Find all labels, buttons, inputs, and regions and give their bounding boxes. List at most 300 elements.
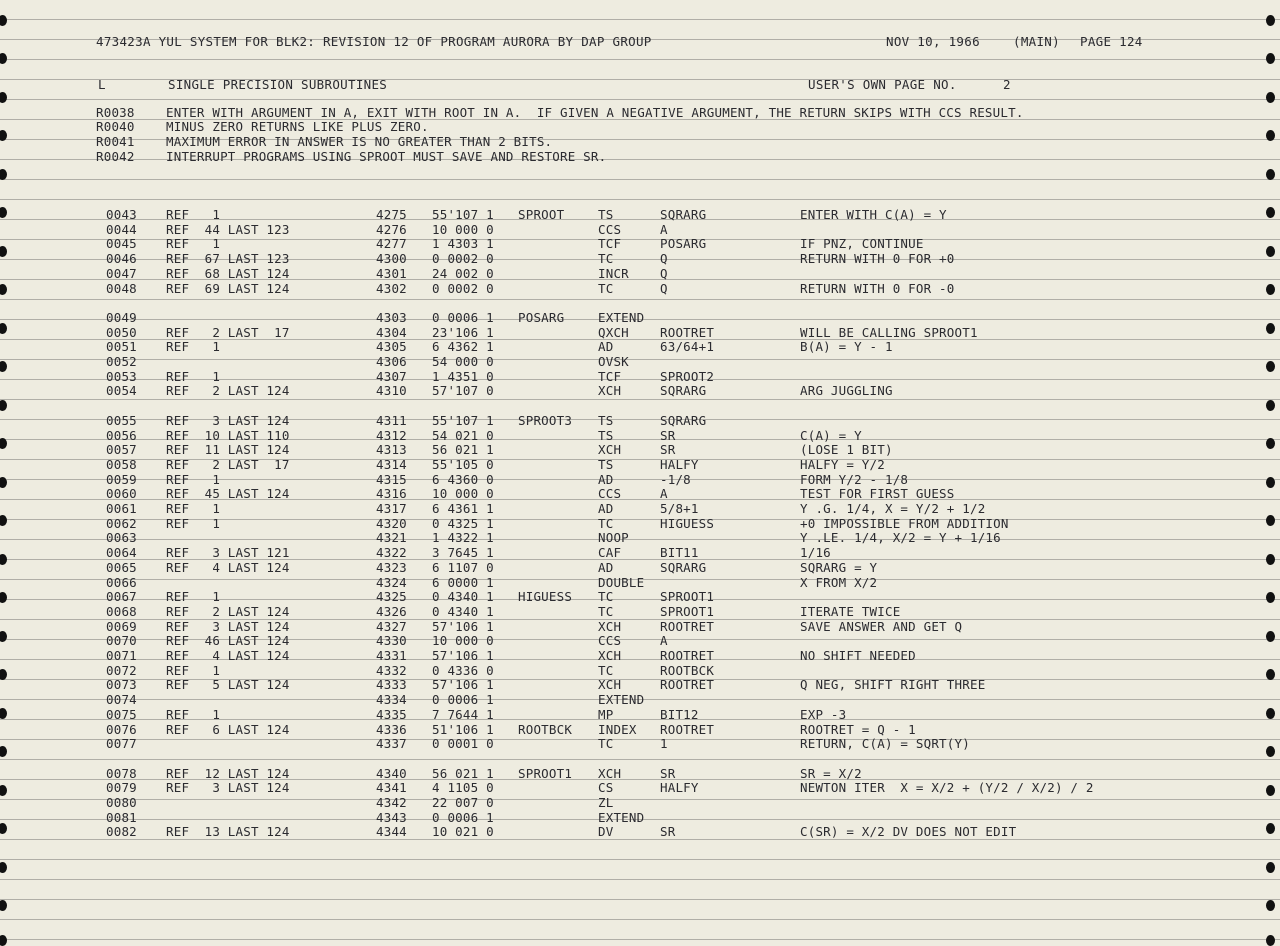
listing-op: OVSK <box>598 354 629 369</box>
listing-code: 1 4303 1 <box>432 236 494 252</box>
listing-code: 0 4340 1 <box>432 603 494 619</box>
remark-text: MAXIMUM ERROR IN ANSWER IS NO GREATER THAN 2 BITS. <box>166 134 553 149</box>
listing-op: DV <box>598 824 614 840</box>
listing-comment: ENTER WITH C(A) = Y <box>800 207 947 222</box>
listing-operand: SPROOT2 <box>660 368 715 384</box>
listing-operand: SQRARG <box>660 207 707 222</box>
listing-ref: REF 3 LAST 124 <box>166 618 290 634</box>
listing-loc: 4306 <box>376 354 407 369</box>
listing-seq: 0046 <box>106 251 137 267</box>
listing-code: 24 002 0 <box>432 265 494 281</box>
listing-seq: 0050 <box>106 324 137 340</box>
listing-ref: REF 2 LAST 124 <box>166 603 290 619</box>
listing-operand: 1 <box>660 736 668 752</box>
listing-seq: 0068 <box>106 603 137 619</box>
listing-operand: SQRARG <box>660 559 707 575</box>
listing-ref: REF 1 <box>166 589 221 605</box>
listing-seq: 0054 <box>106 383 137 399</box>
listing-row <box>0 796 1280 810</box>
listing-op: EXTEND <box>598 692 645 708</box>
listing-comment: RETURN WITH 0 FOR +0 <box>800 251 955 267</box>
listing-row <box>0 693 1280 707</box>
listing-code: 10 000 0 <box>432 633 494 649</box>
listing-op: DOUBLE <box>598 574 645 590</box>
remark-text: MINUS ZERO RETURNS LIKE PLUS ZERO. <box>166 119 429 134</box>
remark-line <box>0 150 1280 164</box>
listing-op: QXCH <box>598 324 629 340</box>
listing-code: 10 000 0 <box>432 221 494 237</box>
listing-loc: 4332 <box>376 662 407 678</box>
listing-seq: 0052 <box>106 354 137 369</box>
listing-row <box>0 311 1280 325</box>
listing-code: 0 0001 0 <box>432 736 494 752</box>
feed-hole <box>1266 862 1275 873</box>
listing-op: AD <box>598 501 614 516</box>
listing-row <box>0 811 1280 825</box>
listing-operand: A <box>660 221 668 237</box>
listing-op: CCS <box>598 221 622 237</box>
listing-code: 10 021 0 <box>432 824 494 840</box>
listing-seq: 0074 <box>106 692 137 708</box>
listing-seq: 0058 <box>106 456 137 472</box>
listing-row <box>0 384 1280 398</box>
listing-ref: REF 2 LAST 17 <box>166 324 290 340</box>
listing-code: 3 7645 1 <box>432 545 494 561</box>
listing-ref: REF 2 LAST 17 <box>166 456 290 472</box>
listing-comment: RETURN, C(A) = SQRT(Y) <box>800 736 970 752</box>
listing-row <box>0 502 1280 516</box>
listing-ref: REF 69 LAST 124 <box>166 280 290 296</box>
listing-op: TC <box>598 603 614 619</box>
listing-seq: 0071 <box>106 648 137 663</box>
listing-comment: EXP -3 <box>800 706 847 722</box>
log-mark: L <box>98 77 106 92</box>
listing-operand: BIT12 <box>660 706 699 722</box>
listing-ref: REF 3 LAST 124 <box>166 780 290 796</box>
listing-row <box>0 561 1280 575</box>
listing-op: TC <box>598 662 614 678</box>
listing-op: XCH <box>598 618 622 634</box>
listing-row <box>0 267 1280 281</box>
listing-loc: 4333 <box>376 677 407 693</box>
listing-loc: 4341 <box>376 780 407 796</box>
listing-loc: 4310 <box>376 383 407 399</box>
listing-seq: 0082 <box>106 824 137 840</box>
listing-operand: ROOTRET <box>660 618 715 634</box>
listing-op: TS <box>598 456 614 472</box>
listing-code: 57'106 1 <box>432 618 494 634</box>
listing-operand: SQRARG <box>660 383 707 399</box>
listing-comment: NEWTON ITER X = X/2 + (Y/2 / X/2) / 2 <box>800 780 1094 796</box>
listing-operand: ROOTRET <box>660 324 715 340</box>
listing-seq: 0077 <box>106 736 137 752</box>
listing-loc: 4320 <box>376 515 407 531</box>
listing-code: 0 0002 0 <box>432 251 494 267</box>
listing-row <box>0 370 1280 384</box>
listing-ref: REF 45 LAST 124 <box>166 486 290 502</box>
remark-text: INTERRUPT PROGRAMS USING SPROOT MUST SAVE AND RESTORE SR. <box>166 149 607 164</box>
listing-ref: REF 1 <box>166 471 221 487</box>
feed-hole <box>0 862 7 873</box>
listing-comment: NO SHIFT NEEDED <box>800 648 916 663</box>
listing-row <box>0 414 1280 428</box>
listing-code: 0 0006 1 <box>432 692 494 708</box>
listing-operand: SPROOT1 <box>660 589 715 605</box>
listing-op: TCF <box>598 368 622 384</box>
listing-comment: HALFY = Y/2 <box>800 456 885 472</box>
listing-row <box>0 443 1280 457</box>
listing-operand: Q <box>660 280 668 296</box>
listing-loc: 4321 <box>376 530 407 546</box>
listing-ref: REF 3 LAST 121 <box>166 545 290 561</box>
listing-comment: Q NEG, SHIFT RIGHT THREE <box>800 677 986 693</box>
listing-row <box>0 576 1280 590</box>
listing-label: HIGUESS <box>518 589 573 605</box>
remark-line <box>0 106 1280 120</box>
listing-operand: BIT11 <box>660 545 699 561</box>
listing-row <box>0 620 1280 634</box>
listing-loc: 4317 <box>376 501 407 516</box>
listing-code: 57'107 0 <box>432 383 494 399</box>
listing-loc: 4276 <box>376 221 407 237</box>
listing-row <box>0 237 1280 251</box>
listing-code: 0 4340 1 <box>432 589 494 605</box>
listing-seq: 0060 <box>106 486 137 502</box>
listing-operand: ROOTRET <box>660 677 715 693</box>
feed-hole <box>0 169 7 180</box>
listing-seq: 0072 <box>106 662 137 678</box>
listing-seq: 0044 <box>106 221 137 237</box>
listing-code: 6 0000 1 <box>432 574 494 590</box>
feed-hole <box>0 900 7 911</box>
listing-seq: 0065 <box>106 559 137 575</box>
user-page-label: USER'S OWN PAGE NO. <box>808 77 957 92</box>
listing-code: 7 7644 1 <box>432 706 494 722</box>
listing-loc: 4304 <box>376 324 407 340</box>
listing-seq: 0045 <box>106 236 137 252</box>
listing-code: 1 4322 1 <box>432 530 494 546</box>
listing-seq: 0053 <box>106 368 137 384</box>
listing-loc: 4316 <box>376 486 407 502</box>
listing-seq: 0061 <box>106 501 137 516</box>
listing-comment: RETURN WITH 0 FOR -0 <box>800 280 955 296</box>
listing-label: POSARG <box>518 309 565 325</box>
listing-ref: REF 6 LAST 124 <box>166 721 290 737</box>
listing-ref: REF 1 <box>166 706 221 722</box>
listing-section: (MAIN) <box>1013 34 1060 49</box>
listing-op: CCS <box>598 633 622 649</box>
listing-row <box>0 282 1280 296</box>
listing-row <box>0 487 1280 501</box>
listing-loc: 4315 <box>376 471 407 487</box>
listing-operand: Q <box>660 251 668 267</box>
listing-ref: REF 1 <box>166 662 221 678</box>
listing-loc: 4275 <box>376 207 407 222</box>
listing-code: 51'106 1 <box>432 721 494 737</box>
listing-loc: 4313 <box>376 442 407 458</box>
listing-row <box>0 590 1280 604</box>
remark-id: R0040 <box>96 119 135 134</box>
listing-op: INDEX <box>598 721 637 737</box>
page-number: PAGE 124 <box>1080 34 1143 49</box>
listing-operand: HALFY <box>660 456 699 472</box>
listing-seq: 0067 <box>106 589 137 605</box>
listing-operand: ROOTRET <box>660 721 715 737</box>
listing-code: 1 4351 0 <box>432 368 494 384</box>
listing-operand: SR <box>660 427 676 443</box>
listing-seq: 0049 <box>106 309 137 325</box>
feed-hole <box>1266 92 1275 103</box>
listing-op: CS <box>598 780 614 796</box>
listing-seq: 0076 <box>106 721 137 737</box>
listing-ref: REF 1 <box>166 368 221 384</box>
listing-op: INCR <box>598 265 629 281</box>
listing-label: SPROOT1 <box>518 765 573 781</box>
listing-operand: SR <box>660 442 676 458</box>
listing-operand: 63/64+1 <box>660 339 715 355</box>
listing-operand: A <box>660 486 668 502</box>
listing-loc: 4331 <box>376 648 407 663</box>
listing-row <box>0 781 1280 795</box>
listing-code: 56 021 1 <box>432 442 494 458</box>
listing-seq: 0075 <box>106 706 137 722</box>
listing-code: 0 0002 0 <box>432 280 494 296</box>
listing-operand: POSARG <box>660 236 707 252</box>
listing-seq: 0056 <box>106 427 137 443</box>
listing-ref: REF 67 LAST 123 <box>166 251 290 267</box>
listing-ref: REF 4 LAST 124 <box>166 559 290 575</box>
listing-row <box>0 429 1280 443</box>
feed-hole <box>1266 53 1275 64</box>
listing-loc: 4305 <box>376 339 407 355</box>
listing-comment: SAVE ANSWER AND GET Q <box>800 618 963 634</box>
listing-comment: 1/16 <box>800 545 831 561</box>
listing-row <box>0 723 1280 737</box>
feed-hole <box>1266 900 1275 911</box>
listing-code: 56 021 1 <box>432 765 494 781</box>
listing-operand: HALFY <box>660 780 699 796</box>
listing-seq: 0073 <box>106 677 137 693</box>
listing-code: 10 000 0 <box>432 486 494 502</box>
listing-op: TC <box>598 589 614 605</box>
listing-code: 4 1105 0 <box>432 780 494 796</box>
feed-hole <box>0 53 7 64</box>
listing-code: 0 4336 0 <box>432 662 494 678</box>
listing-code: 6 4360 0 <box>432 471 494 487</box>
feed-hole <box>0 935 7 946</box>
listing-code: 0 4325 1 <box>432 515 494 531</box>
listing-comment: ARG JUGGLING <box>800 383 893 399</box>
listing-op: XCH <box>598 383 622 399</box>
listing-comment: ROOTRET = Q - 1 <box>800 721 916 737</box>
listing-loc: 4312 <box>376 427 407 443</box>
listing-code: 55'105 0 <box>432 456 494 472</box>
listing-row <box>0 737 1280 751</box>
listing-op: TS <box>598 427 614 443</box>
listing-op: EXTEND <box>598 809 645 825</box>
listing-ref: REF 13 LAST 124 <box>166 824 290 840</box>
listing-loc: 4311 <box>376 412 407 428</box>
remark-text: ENTER WITH ARGUMENT IN A, EXIT WITH ROOT IN A. IF GIVEN A NEGATIVE ARGUMENT, THE RETURN SKIPS WITH CCS RESULT. <box>166 105 1024 120</box>
listing-code: 22 007 0 <box>432 795 494 810</box>
listing-row <box>0 767 1280 781</box>
user-page-number: 2 <box>1003 77 1011 92</box>
listing-row <box>0 634 1280 648</box>
listing-row <box>0 546 1280 560</box>
listing-comment: TEST FOR FIRST GUESS <box>800 486 955 502</box>
listing-code: 0 0006 1 <box>432 809 494 825</box>
listing-code: 0 0006 1 <box>432 309 494 325</box>
listing-comment: FORM Y/2 - 1/8 <box>800 471 909 487</box>
listing-operand: -1/8 <box>660 471 691 487</box>
listing-loc: 4314 <box>376 456 407 472</box>
listing-loc: 4335 <box>376 706 407 722</box>
listing-row <box>0 340 1280 354</box>
listing-ref: REF 2 LAST 124 <box>166 383 290 399</box>
listing-ref: REF 1 <box>166 339 221 355</box>
feed-hole <box>0 400 7 411</box>
section-heading: SINGLE PRECISION SUBROUTINES <box>168 77 388 92</box>
listing-op: AD <box>598 471 614 487</box>
listing-seq: 0078 <box>106 765 137 781</box>
listing-seq: 0063 <box>106 530 137 546</box>
listing-ref: REF 10 LAST 110 <box>166 427 290 443</box>
listing-label: SPROOT <box>518 207 565 222</box>
listing-operand: 5/8+1 <box>660 501 699 516</box>
listing-op: XCH <box>598 648 622 663</box>
listing-ref: REF 1 <box>166 236 221 252</box>
listing-row <box>0 252 1280 266</box>
listing-seq: 0047 <box>106 265 137 281</box>
listing-loc: 4337 <box>376 736 407 752</box>
listing-code: 54 000 0 <box>432 354 494 369</box>
listing-seq: 0043 <box>106 207 137 222</box>
listing-operand: SR <box>660 824 676 840</box>
listing-op: CAF <box>598 545 622 561</box>
listing-loc: 4336 <box>376 721 407 737</box>
listing-row <box>0 531 1280 545</box>
listing-date: NOV 10, 1966 <box>886 34 980 49</box>
listing-code: 6 4361 1 <box>432 501 494 516</box>
listing-comment: +0 IMPOSSIBLE FROM ADDITION <box>800 515 1009 531</box>
remark-id: R0041 <box>96 134 135 149</box>
listing-loc: 4301 <box>376 265 407 281</box>
listing-operand: SPROOT1 <box>660 603 715 619</box>
remark-line <box>0 135 1280 149</box>
listing-op: XCH <box>598 765 622 781</box>
listing-ref: REF 44 LAST 123 <box>166 221 290 237</box>
listing-seq: 0055 <box>106 412 137 428</box>
listing-loc: 4277 <box>376 236 407 252</box>
listing-ref: REF 4 LAST 124 <box>166 648 290 663</box>
listing-comment: C(A) = Y <box>800 427 862 443</box>
listing-op: TC <box>598 280 614 296</box>
listing-comment: SQRARG = Y <box>800 559 878 575</box>
listing-loc: 4342 <box>376 795 407 810</box>
listing-loc: 4343 <box>376 809 407 825</box>
listing-code: 23'106 1 <box>432 324 494 340</box>
listing-ref: REF 68 LAST 124 <box>166 265 290 281</box>
listing-seq: 0079 <box>106 780 137 796</box>
listing-row <box>0 649 1280 663</box>
listing-loc: 4323 <box>376 559 407 575</box>
listing-operand: Q <box>660 265 668 281</box>
listing-code: 57'106 1 <box>432 677 494 693</box>
remark-line <box>0 120 1280 134</box>
listing-operand: ROOTRET <box>660 648 715 663</box>
listing-comment: IF PNZ, CONTINUE <box>800 236 924 252</box>
listing-label: SPROOT3 <box>518 412 573 428</box>
listing-loc: 4326 <box>376 603 407 619</box>
listing-op: TS <box>598 412 614 428</box>
feed-hole <box>0 92 7 103</box>
listing-op: CCS <box>598 486 622 502</box>
listing-row <box>0 678 1280 692</box>
listing-ref: REF 3 LAST 124 <box>166 412 290 428</box>
listing-op: TC <box>598 515 614 531</box>
listing-comment: C(SR) = X/2 DV DOES NOT EDIT <box>800 824 1017 840</box>
listing-ref: REF 1 <box>166 515 221 531</box>
listing-op: TC <box>598 251 614 267</box>
listing-loc: 4302 <box>376 280 407 296</box>
listing-comment: B(A) = Y - 1 <box>800 339 893 355</box>
listing-row <box>0 605 1280 619</box>
listing-loc: 4330 <box>376 633 407 649</box>
listing-seq: 0070 <box>106 633 137 649</box>
listing-operand: ROOTBCK <box>660 662 715 678</box>
listing-ref: REF 46 LAST 124 <box>166 633 290 649</box>
listing-seq: 0080 <box>106 795 137 810</box>
listing-loc: 4327 <box>376 618 407 634</box>
listing-ref: REF 1 <box>166 501 221 516</box>
listing-row <box>0 664 1280 678</box>
listing-op: TCF <box>598 236 622 252</box>
listing-code: 54 021 0 <box>432 427 494 443</box>
listing-title: 473423A YUL SYSTEM FOR BLK2: REVISION 12 OF PROGRAM AURORA BY DAP GROUP <box>96 34 652 49</box>
listing-row <box>0 708 1280 722</box>
listing-code: 57'106 1 <box>432 648 494 663</box>
listing-loc: 4334 <box>376 692 407 708</box>
listing-seq: 0069 <box>106 618 137 634</box>
remark-id: R0042 <box>96 149 135 164</box>
listing-row <box>0 355 1280 369</box>
listing-row <box>0 458 1280 472</box>
listing-seq: 0051 <box>106 339 137 355</box>
listing-seq: 0081 <box>106 809 137 825</box>
listing-loc: 4344 <box>376 824 407 840</box>
listing-comment: Y .LE. 1/4, X/2 = Y + 1/16 <box>800 530 1001 546</box>
listing-operand: A <box>660 633 668 649</box>
listing-ref: REF 12 LAST 124 <box>166 765 290 781</box>
listing-op: TS <box>598 207 614 222</box>
listing-op: AD <box>598 559 614 575</box>
listing-ref: REF 1 <box>166 207 221 222</box>
listing-row <box>0 825 1280 839</box>
listing-label: ROOTBCK <box>518 721 573 737</box>
listing-op: AD <box>598 339 614 355</box>
listing-row <box>0 326 1280 340</box>
feed-hole <box>1266 169 1275 180</box>
listing-loc: 4324 <box>376 574 407 590</box>
listing-loc: 4340 <box>376 765 407 781</box>
listing-loc: 4322 <box>376 545 407 561</box>
listing-loc: 4307 <box>376 368 407 384</box>
listing-seq: 0057 <box>106 442 137 458</box>
feed-hole <box>1266 15 1275 26</box>
listing-operand: HIGUESS <box>660 515 715 531</box>
listing-seq: 0066 <box>106 574 137 590</box>
feed-hole <box>1266 400 1275 411</box>
